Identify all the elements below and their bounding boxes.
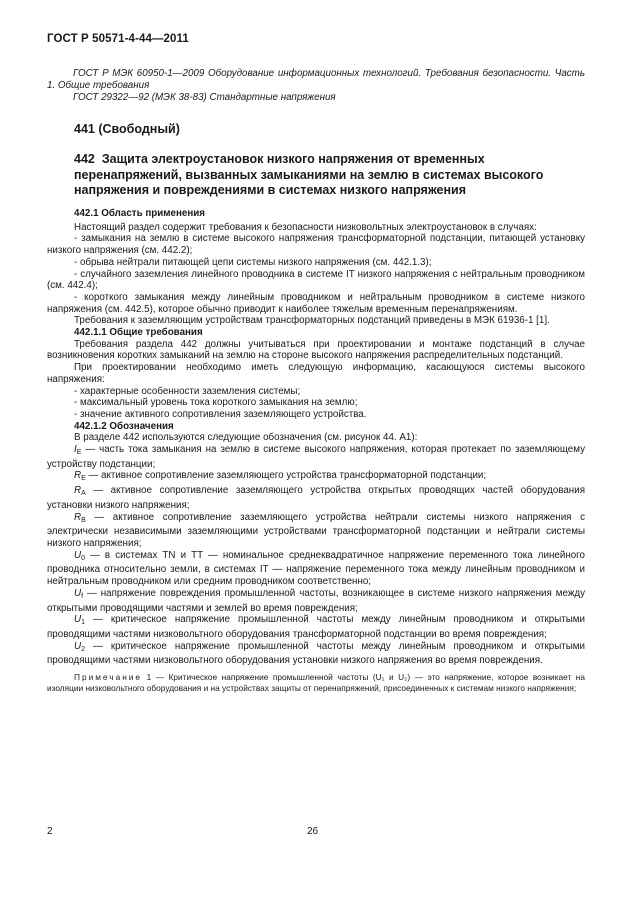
document-code-header: ГОСТ Р 50571-4-44—2011 — [47, 33, 189, 45]
list-item: - короткого замыкания между линейным проводником и нейтральным проводником в системе низкого напряжения (см. 442.5), которое обычно приводит к наиболее тяжелым временным перенапряжениям. — [47, 291, 585, 315]
section-441-heading: 441 (Свободный) — [74, 122, 180, 136]
note-text: 1 — Критическое напряжение промышленной частоты (U₁ и U₂) — это напряжение, которое возникает на изоляции низковольтного оборудования и на устройствах защиты от перенапряжений, присоединенных к системам низкого напряжения; — [47, 672, 585, 693]
paragraph: Требования раздела 442 должны учитываться при проектировании и монтаже подстанций в случае возникновения коротких замыканий на землю на стороне высокого напряжения распределительных подстанций. — [47, 338, 585, 362]
definition-re: $R_E$ — активное сопротивление заземляющего устройства трансформаторной подстанции; — [74, 470, 487, 483]
document-body — [47, 208, 585, 693]
section-442-number: 442 — [74, 152, 95, 166]
list-item: - случайного заземления линейного проводника в системе IT низкого напряжения с нейтральным проводником (см. 442.4); — [47, 268, 585, 292]
reference-item: ГОСТ 29322—92 (МЭК 38-83) Стандартные напряжения — [73, 92, 336, 104]
definition-u0: $U_0$ — в системах TN и TT — номинальное среднеквадратичное напряжение переменного тока линейного проводника относительно земли, в системах IT — напряжение переменного тока между линейным проводником и нейтральным проводником или средним проводником соответственно; — [47, 549, 585, 588]
definition-u1: $U_1$ — критическое напряжение промышленной частоты между линейным проводником и открытыми проводящими частями низковольтного оборудования трансформаторной подстанции во время повреждения; — [47, 614, 585, 640]
list-item: - максимальный уровень тока короткого замыкания на землю; — [74, 397, 358, 409]
subsection-4421-heading: 442.1 Область применения — [74, 208, 205, 219]
paragraph: При проектировании необходимо иметь следующую информацию, касающуюся системы высокого напряжения: — [47, 362, 585, 385]
list-item: - замыкания на землю в системе высокого напряжения трансформаторной подстанции, питающей установку низкого напряжения (см. 442.2); — [47, 233, 585, 257]
list-item: - значение активного сопротивления заземляющего устройства. — [74, 408, 367, 420]
normative-references — [47, 68, 585, 105]
page-number-center: 26 — [307, 826, 319, 837]
definition-u2: $U_2$ — критическое напряжение промышленной частоты между линейным проводником и открытыми проводящими частями низковольтного оборудования установки низкого напряжения во время повреждения. — [47, 640, 585, 667]
note-label: Примечание — [74, 672, 143, 683]
subsection-44211-heading: 442.1.1 Общие требования — [74, 327, 203, 339]
definition-ra: $R_A$ — активное сопротивление заземляющего устройства открытых проводящих частей оборудования установки низкого напряжения; — [47, 485, 585, 511]
note-1 — [47, 672, 585, 693]
paragraph: В разделе 442 используются следующие обозначения (см. рисунок 44. А1): — [74, 432, 418, 444]
subsection-44212-heading: 442.1.2 Обозначения — [74, 420, 174, 432]
reference-item: ГОСТ Р МЭК 60950-1—2009 Оборудование информационных технологий. Требования безопасности. Часть 1. Общие требования — [47, 68, 585, 92]
paragraph: Требования к заземляющим устройствам трансформаторных подстанций приведены в МЭК 61936-1 [1]. — [74, 315, 550, 327]
section-442-title: Защита электроустановок низкого напряжения от временных перенапряжений, вызванных замыканиями на землю в системах высокого напряжения и повреждениями в системах низкого напряжения — [74, 152, 544, 198]
definition-ie: $I_E$ — часть тока замыкания на землю в системе высокого напряжения, которая протекает по заземляющему устройству подстанции; — [47, 444, 585, 470]
list-item: - обрыва нейтрали питающей цепи системы низкого напряжения (см. 442.1.3); — [74, 256, 432, 268]
section-442-heading — [74, 152, 594, 199]
page-number-left: 2 — [47, 826, 53, 837]
paragraph: Настоящий раздел содержит требования к безопасности низковольтных электроустановок в случаях: — [74, 221, 537, 233]
definition-rb: $R_B$ — активное сопротивление заземляющего устройства нейтрали системы низкого напряжения с электрически независимыми заземляющими устройствами трансформаторной подстанции и нейтрали системы низкого напряжения; — [47, 511, 585, 549]
list-item: - характерные особенности заземления системы; — [74, 385, 301, 397]
definition-uf: $U_f$ — напряжение повреждения промышленной частоты, возникающее в системе низкого напряжения между открытыми проводящими частями и землей во время повреждения; — [47, 587, 585, 614]
